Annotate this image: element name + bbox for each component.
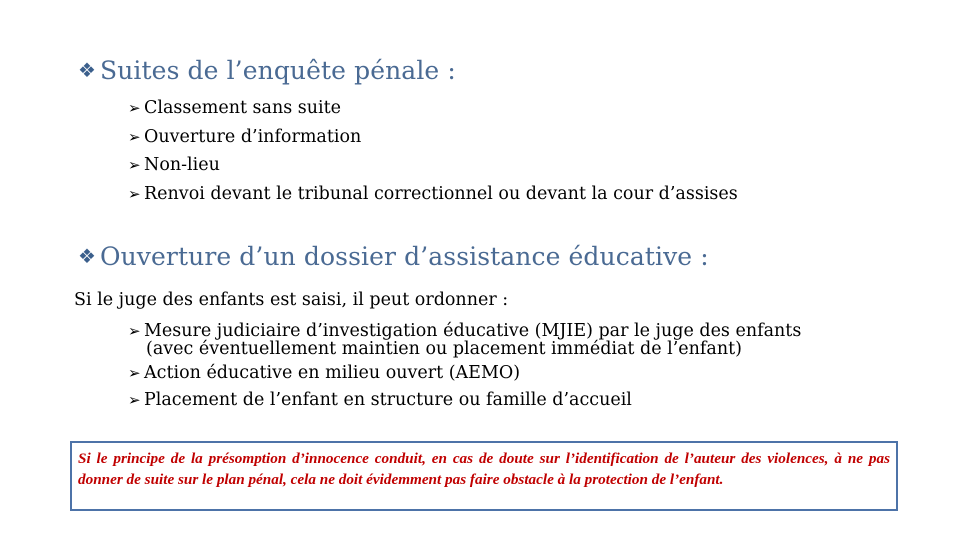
list-item: ➢ Ouverture d’information — [128, 123, 738, 152]
section2-heading — [78, 242, 709, 271]
arrow-bullet-icon: ➢ — [128, 322, 141, 340]
list-item: ➢ Classement sans suite — [128, 94, 738, 123]
list-item: ➢ Action éducative en milieu ouvert (AEMO) — [128, 360, 801, 387]
note-text: Si le principe de la présomption d’innocence conduit, en cas de doute sur l’identification de l’auteur des violences, à ne pas donner de suite sur le plan pénal, cela ne doit évidemment pas faire obstacle à la protection de l’enfant. — [78, 450, 890, 488]
diamond-flourish-icon: ❖ — [78, 58, 97, 82]
section2-intro: Si le juge des enfants est saisi, il peut ordonner : — [74, 290, 509, 310]
list-item: ➢ Renvoi devant le tribunal correctionnel ou devant la cour d’assises — [128, 180, 738, 209]
list-item: ➢ Placement de l’enfant en structure ou famille d’accueil — [128, 387, 801, 414]
section1-heading-text: Suites de l’enquête pénale : — [100, 56, 456, 85]
arrow-bullet-icon: ➢ — [128, 127, 141, 146]
note-box — [70, 441, 898, 511]
diamond-flourish-icon: ❖ — [78, 244, 97, 268]
arrow-bullet-icon: ➢ — [128, 391, 141, 409]
arrow-bullet-icon: ➢ — [128, 99, 141, 117]
section1-heading — [78, 56, 456, 85]
section1-list — [128, 94, 738, 208]
arrow-bullet-icon: ➢ — [128, 184, 141, 203]
arrow-bullet-icon: ➢ — [128, 364, 141, 382]
section2-list — [128, 320, 801, 414]
list-item-subtext: (avec éventuellement maintien ou placement immédiat de l’enfant) — [146, 339, 742, 359]
section2-heading-text: Ouverture d’un dossier d’assistance éducative : — [100, 242, 709, 271]
list-item: ➢ Mesure judiciaire d’investigation éducative (MJIE) par le juge des enfants (avec éventuellement maintien ou placement immédiat de l’enfant) — [128, 321, 802, 359]
arrow-bullet-icon: ➢ — [128, 156, 141, 174]
list-item: ➢ Non-lieu — [128, 151, 738, 180]
